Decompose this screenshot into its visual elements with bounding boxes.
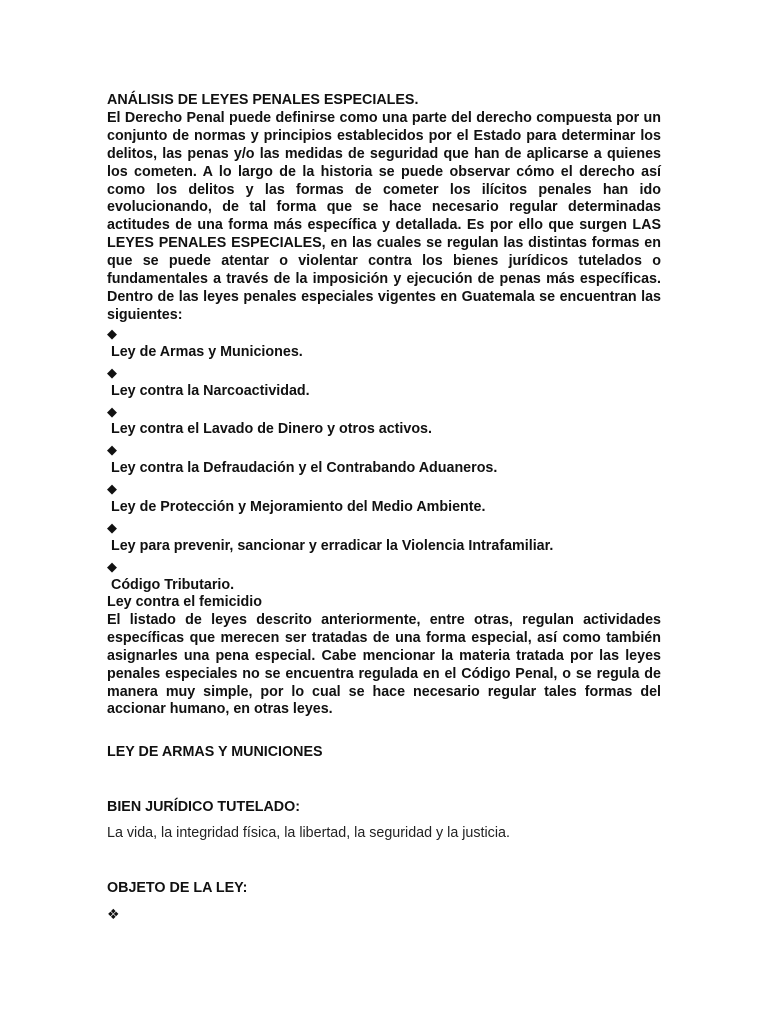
objeto-heading: OBJETO DE LA LEY: (107, 880, 248, 896)
list-item (107, 519, 661, 558)
laws-list (107, 325, 661, 594)
list-item (107, 480, 661, 519)
list-item (107, 325, 661, 364)
law-label: Código Tributario. (111, 577, 235, 594)
document-title: ANÁLISIS DE LEYES PENALES ESPECIALES. (107, 92, 419, 108)
law-label: Ley contra el Lavado de Dinero y otros activos. (111, 421, 432, 438)
intro-paragraph: El Derecho Penal puede definirse como una parte del derecho compuesta por un conjunto de normas y principios establecidos por el Estado para determinar los delitos, las penas y/o las medidas de seguridad que han de aplicarse a quienes los cometen. A lo largo de la historia se puede observar cómo el derecho así como los delitos y las formas de cometer los ilícitos penales han ido evolucionando, de tal forma que se hace necesario regular determinadas actitudes de una forma más específica y detallada. Es por ello que surgen LAS LEYES PENALES ESPECIALES, en las cuales se regulan las distintas formas en que se puede atentar o violentar contra los bienes jurídicos tutelados o fundamentales a través de la imposición y ejecución de penas más específicas. Dentro de las leyes penales especiales vigentes en Guatemala se encuentran las siguientes: (107, 109, 661, 323)
diamond-bullet-icon: ◆ (107, 364, 117, 380)
closing-paragraph: El listado de leyes descrito anteriormente, entre otras, regulan actividades específicas que merecen ser tratadas de una forma especial, así como también asignarles una pena especial. Cabe mencionar la materia tratada por las leyes penales especiales no se encuentra regulada en el Código Penal, o se regula de manera muy simple, por lo cual se hace necesario regular tales formas del accionar humano, en otras leyes. (107, 611, 661, 718)
law-label: Ley contra la Defraudación y el Contrabando Aduaneros. (111, 460, 498, 477)
law-label: Ley para prevenir, sancionar y erradicar la Violencia Intrafamiliar. (111, 538, 554, 555)
law-label: Ley contra la Narcoactividad. (111, 382, 310, 399)
diamond-bullet-icon: ◆ (107, 481, 117, 497)
document-body (107, 92, 661, 719)
diamond-bullet-icon: ◆ (107, 403, 117, 419)
list-item (107, 403, 661, 442)
bien-heading: BIEN JURÍDICO TUTELADO: (107, 799, 301, 815)
list-item (107, 441, 661, 480)
section-heading: LEY DE ARMAS Y MUNICIONES (107, 744, 323, 760)
list-item (107, 558, 661, 594)
list-item (107, 364, 661, 403)
law-label: Ley de Protección y Mejoramiento del Medio Ambiente. (111, 499, 486, 516)
law-label: Ley de Armas y Municiones. (111, 343, 303, 360)
diamond-bullet-icon: ◆ (107, 442, 117, 458)
diamond-bullet-icon: ◆ (107, 325, 117, 341)
diamond-outline-bullet-icon: ❖ (107, 906, 120, 922)
diamond-bullet-icon: ◆ (107, 520, 117, 536)
diamond-bullet-icon: ◆ (107, 559, 117, 575)
extra-law-line: Ley contra el femicidio (107, 594, 262, 611)
bien-text: La vida, la integridad física, la libertad, la seguridad y la justicia. (107, 825, 510, 841)
